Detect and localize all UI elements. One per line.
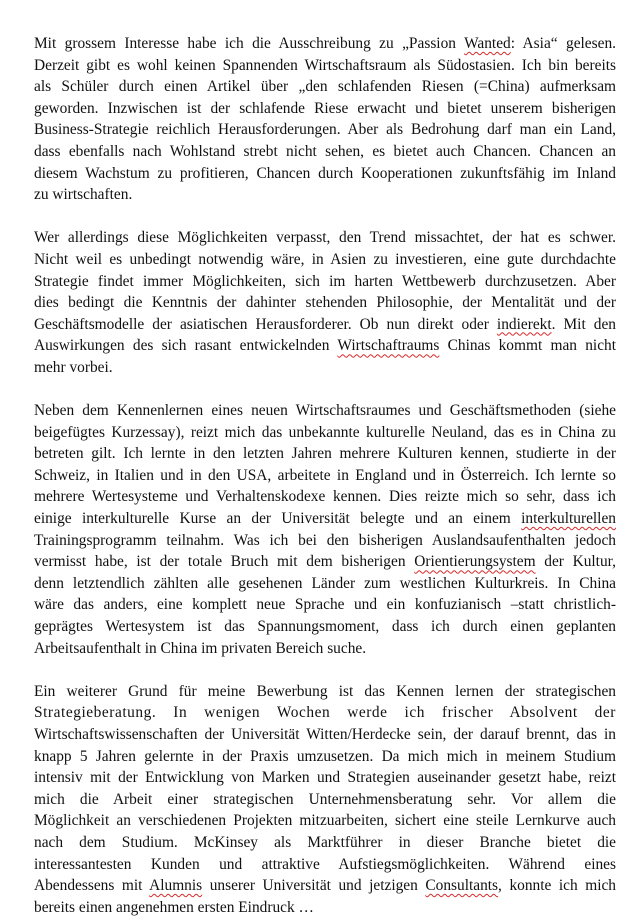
text-line <box>34 486 616 508</box>
text-segment: Ein weiterer Grund für meine Bewerbung ist das Kennen lernen der strategischen <box>34 682 616 700</box>
text-line <box>34 249 616 271</box>
text-segment: vermisst habe, ist der totale Bruch mit dem bisherigen <box>34 553 415 571</box>
text-segment: dass ebenfalls nach Wohlstand strebt nicht sehen, es bietet auch Chancen. Chancen an <box>34 142 616 160</box>
text-segment: der Kultur, <box>535 553 616 571</box>
text-line <box>34 681 616 703</box>
paragraph-2 <box>34 227 616 378</box>
text-line <box>34 422 616 444</box>
text-line <box>34 551 616 573</box>
spellcheck-flagged-word[interactable]: interkulturellen <box>521 510 616 528</box>
text-segment: , konnte ich mich <box>498 877 616 895</box>
text-segment: Arbeitsaufenthalt in China im privaten Bereich suche. <box>34 639 367 657</box>
text-line <box>34 810 616 832</box>
spellcheck-flagged-word[interactable]: indierekt <box>496 315 552 333</box>
text-segment: mehr vorbei. <box>34 358 113 376</box>
paragraph-1 <box>34 33 616 206</box>
paragraph-3 <box>34 400 616 659</box>
text-line <box>34 76 616 98</box>
text-line <box>34 400 616 422</box>
text-segment: Nicht weil es unbedingt notwendig wäre, in Asien zu investieren, eine gute durchdachte <box>34 250 616 268</box>
text-line <box>34 702 616 724</box>
text-line <box>34 530 616 552</box>
text-segment: Chinas kommt man nicht <box>439 337 616 355</box>
text-line <box>34 508 616 530</box>
paragraph-4 <box>34 681 616 918</box>
text-line <box>34 832 616 854</box>
text-line <box>34 724 616 746</box>
text-segment: Neben dem Kennenlernen eines neuen Wirtschaftsraumes und Geschäftsmethoden (siehe <box>34 402 616 420</box>
text-segment: mehrere Wertesysteme und Verhaltenskodexe kennen. Dies reizte mich so sehr, dass ich <box>34 488 616 506</box>
text-line <box>34 271 616 293</box>
text-line <box>34 292 616 314</box>
text-line <box>34 638 616 660</box>
text-segment: denn letztendlich zählten alle gesehenen Länder zum westlichen Kulturkreis. In China <box>34 574 616 592</box>
text-line <box>34 141 616 163</box>
text-line <box>34 854 616 876</box>
spellcheck-flagged-word[interactable]: Consultants <box>425 877 499 895</box>
text-segment: geworden. Inzwischen ist der schlafende Riese erwacht und bietet unserem bisherigen <box>34 99 616 117</box>
text-segment: nach dem Studium. McKinsey als Marktführer in dieser Branche bietet die <box>34 833 616 851</box>
text-segment: Wirtschaftswissenschaften der Universität Witten/Herdecke sein, der darauf brennt, das in <box>34 726 616 743</box>
text-segment: Mit grossem Interesse habe ich die Ausschreibung zu „Passion <box>34 35 465 52</box>
spellcheck-flagged-word[interactable]: Alumnis <box>149 877 203 895</box>
text-line <box>34 443 616 465</box>
text-segment: : Asia“ gelesen. <box>510 35 617 52</box>
text-segment: wäre das anders, eine komplett neue Sprache und ein konfuzianisch –statt christlich- <box>34 596 616 614</box>
text-segment: . Mit den <box>551 315 616 333</box>
text-line <box>34 573 616 595</box>
text-segment: zu wirtschaften. <box>34 186 133 204</box>
spellcheck-flagged-word[interactable]: Orientierungsystem <box>414 553 536 571</box>
text-segment: mich die Arbeit einer strategischen Unternehmensberatung sehr. Vor allem die <box>34 790 616 808</box>
text-line <box>34 335 616 357</box>
text-segment: Derzeit gibt es wohl keinen Spannenden Wirtschaftsraum als Südostasien. Ich bin bereits <box>34 56 616 74</box>
text-segment: dies bedingt die Kenntnis der dahinter stehenden Philosophie, der Mentalität und der <box>34 294 616 312</box>
text-segment: einige interkulturelle Kurse an der Universität belegte und an einem <box>34 510 522 528</box>
text-line <box>34 119 616 141</box>
text-line <box>34 227 616 249</box>
spellcheck-flagged-word[interactable]: Wirtschaftraums <box>337 337 440 355</box>
text-segment: Strategie findet immer Möglichkeiten, sich im harten Wettbewerb durchzusetzen. Aber <box>34 272 616 290</box>
text-segment: knapp 5 Jahren gelernte in der Praxis umzusetzen. Da mich mich in meinem Studium <box>34 747 616 765</box>
text-segment: diesem Wachstum zu profitieren, Chancen durch Kooperationen zukunftsfähig im Inland <box>34 164 616 182</box>
text-line <box>34 357 616 379</box>
text-line <box>34 33 616 55</box>
text-segment: Geschäftsmodelle der asiatischen Herausforderer. Ob nun direkt oder <box>34 315 497 333</box>
spellcheck-flagged-word[interactable]: Wanted <box>464 35 511 52</box>
text-line <box>34 163 616 185</box>
text-line <box>34 465 616 487</box>
text-line <box>34 746 616 768</box>
text-line <box>34 55 616 77</box>
text-segment: Trainingsprogramm teilnahm. Was ich bei den bisherigen Auslandsaufenthalten jedoch <box>34 531 616 549</box>
text-segment: Auswirkungen des sich rasant entwickelnden <box>34 337 338 355</box>
text-segment: Wer allerdings diese Möglichkeiten verpasst, den Trend missachtet, der hat es schwer. <box>34 229 616 247</box>
text-segment: Strategieberatung. In wenigen Wochen werde ich frischer Absolvent der <box>34 704 616 722</box>
text-segment: bereits einen angenehmen ersten Eindruck … <box>34 898 314 916</box>
text-segment: Schweiz, in Italien und in den USA, arbeitete in England und in Österreich. Ich lernte so <box>34 466 616 484</box>
text-line <box>34 767 616 789</box>
text-segment: interessantesten Kunden und attraktive Aufstiegsmöglichkeiten. Während eines <box>34 855 616 873</box>
text-segment: betreten gilt. Ich lernte in den letzten Jahren mehrere Kulturen kennen, studierte in der <box>34 445 616 463</box>
text-line <box>34 789 616 811</box>
text-segment: Business-Strategie reichlich Herausforderungen. Aber als Bedrohung darf man ein Land, <box>34 121 616 139</box>
text-segment: als Schüler durch einen Artikel über „den schlafenden Riesen (=China) aufmerksam <box>34 78 616 96</box>
text-segment: Möglichkeit an verschiedenen Projekten mitzuarbeiten, sichert eine steile Lernkurve auch <box>34 812 616 830</box>
text-line <box>34 875 616 897</box>
text-line <box>34 98 616 120</box>
text-line <box>34 616 616 638</box>
text-line <box>34 314 616 336</box>
text-segment: intensiv mit der Entwicklung von Marken und Strategien auseinander gesetzt habe, reizt <box>34 769 616 787</box>
text-segment: Abendessens mit <box>34 877 150 895</box>
text-line <box>34 594 616 616</box>
document-body <box>34 33 616 918</box>
text-segment: geprägtes Wertesystem ist das Spannungsmoment, dass ich durch einen geplanten <box>34 618 616 636</box>
text-line <box>34 184 616 206</box>
text-segment: unserer Universität und jetzigen <box>202 877 426 895</box>
text-segment: beigefügtes Kurzessay), reizt mich das unbekannte kulturelle Neuland, das es in China zu <box>34 423 616 441</box>
